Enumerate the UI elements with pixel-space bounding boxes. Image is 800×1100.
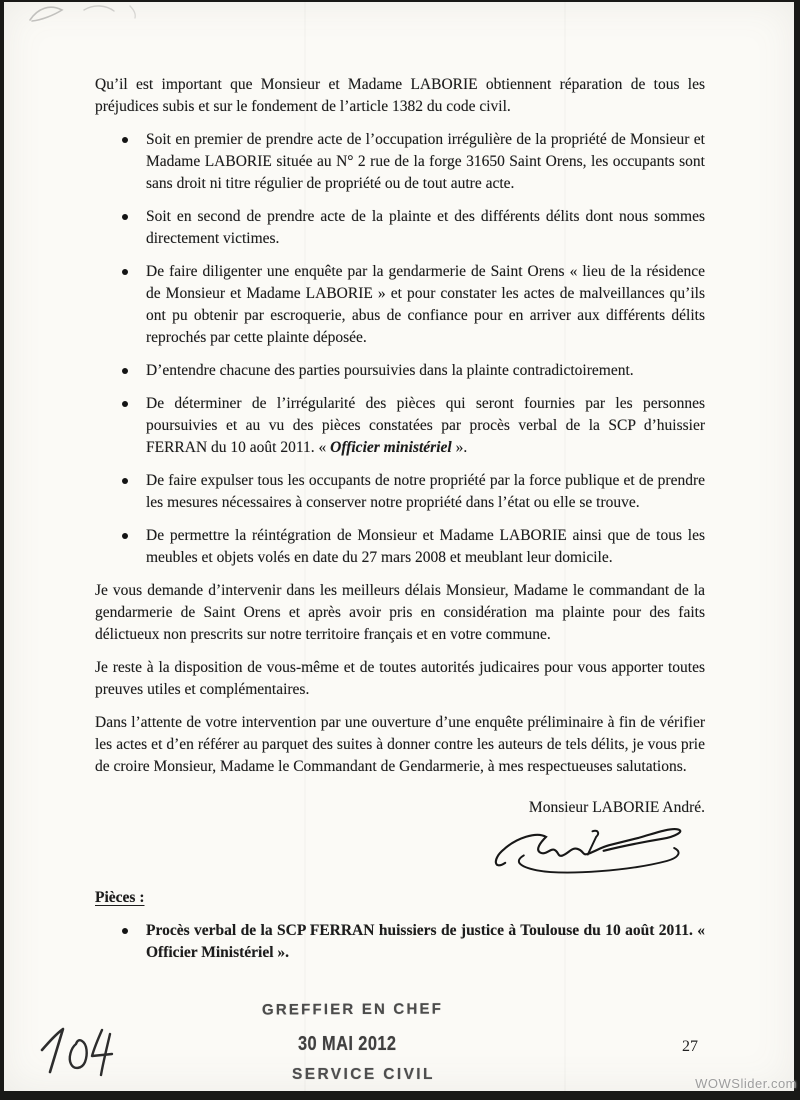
list-item: [95, 261, 705, 349]
bullet-text: De faire expulser tous les occupants de notre propriété par la force publique et de prendre les mesures nécessaires à conserver notre propriété dans l’état ou elle se trouve.: [146, 472, 705, 511]
bullet-text: De déterminer de l’irrégularité des pièces qui seront fournies par les personnes poursuivies et au vu des pièces constatées par procès verbal de la SCP d’huissier FERRAN du 10 août 2011. «: [146, 395, 705, 456]
bullet-dot: [122, 401, 128, 407]
bullet-text: Soit en second de prendre acte de la plainte et des différents délits dont nous sommes directement victimes.: [146, 208, 705, 247]
paragraph-closing: Je vous demande d’intervenir dans les meilleurs délais Monsieur, Madame le commandant de la gendarmerie de Saint Orens et après avoir pris en considération ma plainte pour des faits délictueux non prescrits sur notre territoire français et en votre commune.: [95, 582, 705, 643]
list-item: [95, 129, 705, 195]
letter-body: [4, 2, 794, 975]
paragraph-closing: Je reste à la disposition de vous-même et de toutes autorités judicaires pour vous apporter toutes preuves utiles et complémentaires.: [95, 659, 705, 698]
list-item: [95, 360, 705, 382]
signature-scrawl-icon: [485, 822, 699, 874]
signature-block: [95, 819, 705, 877]
bullet-dot: [122, 214, 128, 220]
document-page: [4, 2, 794, 1091]
bullet-dot: [122, 368, 128, 374]
stamp-greffier-en-chef: GREFFIER EN CHEF: [261, 1000, 444, 1019]
watermark-link[interactable]: WOWSlider.com: [695, 1076, 797, 1091]
paragraph-closing: Dans l’attente de votre intervention par une ouverture d’une enquête préliminaire à fin de vérifier les actes et d’en référer au parquet des suites à donner contre les auteurs de tels délits, je vous prie de croire Monsieur, Madame le Commandant de Gendarmerie, à mes respectueuses salutations.: [95, 714, 705, 775]
bullet-text: De permettre la réintégration de Monsieur et Madame LABORIE ainsi que de tous les meubles et objets volés en date du 27 mars 2008 et meublant leur domicile.: [146, 527, 705, 566]
stamp-date: 30 MAI 2012: [298, 1033, 397, 1055]
list-item: [95, 393, 705, 459]
bullet-dot: [122, 269, 128, 275]
list-item: [95, 470, 705, 514]
list-item: [95, 206, 705, 250]
pieces-list-item: [95, 920, 705, 964]
pieces-item-text: Procès verbal de la SCP FERRAN huissiers de justice à Toulouse du 10 août 2011. « Officier Ministériel ».: [146, 922, 705, 961]
handwritten-folio-number: [38, 1024, 130, 1082]
bullet-text: Soit en premier de prendre acte de l’occupation irrégulière de la propriété de Monsieur et Madame LABORIE située au N° 2 rue de la forge 31650 Saint Orens, les occupants sont sans droit ni titre régulier de propriété ou de tout autre acte.: [146, 131, 705, 192]
pieces-heading: [95, 887, 705, 909]
page-number: 27: [682, 1038, 698, 1055]
bullet-dot: [122, 533, 128, 539]
pieces-heading-label: Pièces :: [95, 889, 145, 906]
bullet-dot: [122, 137, 128, 143]
signature-name: Monsieur LABORIE André.: [528, 799, 705, 816]
paragraph-intro: Qu’il est important que Monsieur et Madame LABORIE obtiennent réparation de tous les préjudices subis et sur le fondement de l’article 1382 du code civil.: [95, 76, 705, 115]
bullet-text: D’entendre chacune des parties poursuivies dans la plainte contradictoirement.: [146, 362, 634, 379]
stamp-service-civil: SERVICE CIVIL: [292, 1066, 435, 1083]
bullet-text-emphasis: Officier ministériel: [330, 439, 452, 456]
bullet-dot: [122, 928, 128, 934]
bullet-text: ».: [451, 439, 468, 456]
bullet-text: De faire diligenter une enquête par la gendarmerie de Saint Orens « lieu de la résidence de Monsieur et Madame LABORIE » et pour constater les actes de malveillances qu’ils ont pu obtenir par escroquerie, abus de confiance pour en arriver aux différents délits reprochés par cette plainte déposée.: [146, 263, 705, 346]
bullet-dot: [122, 478, 128, 484]
list-item: [95, 525, 705, 569]
